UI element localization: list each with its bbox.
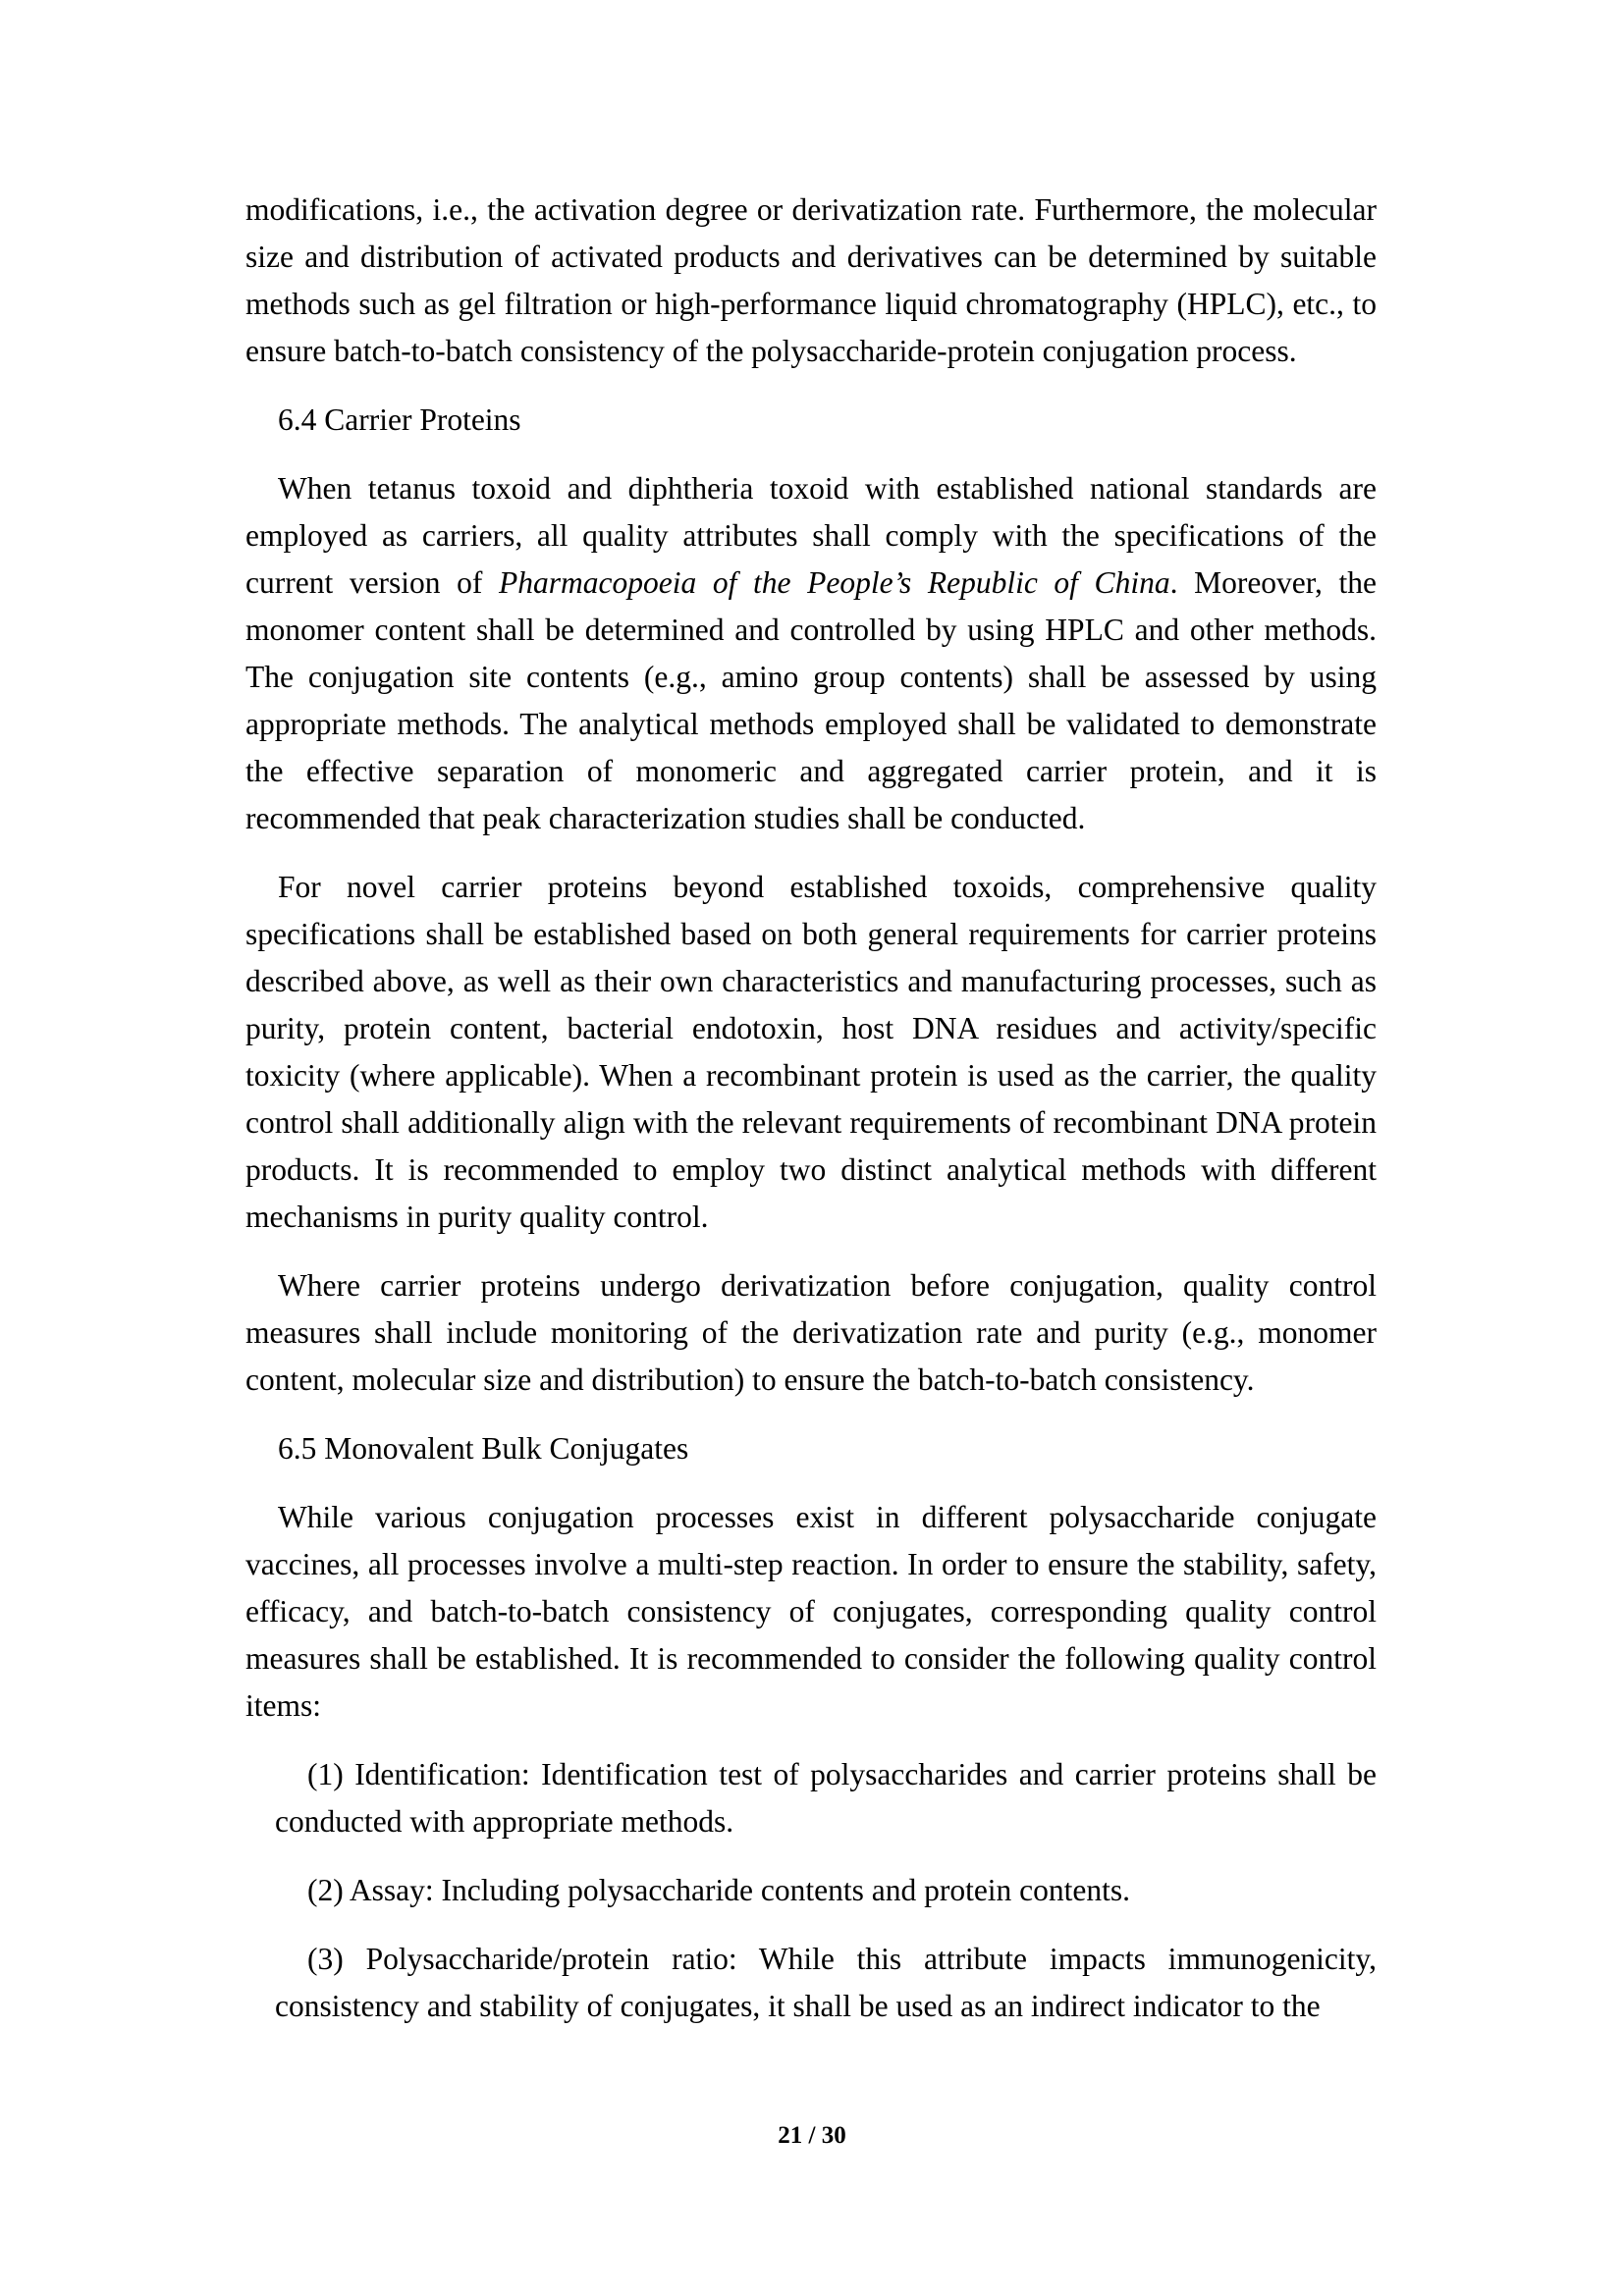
paragraph-text: When tetanus toxoid and diphtheria toxoid with established national standards are employed as carriers, all quality attributes shall comply with the specifications of the current version of (245, 471, 1377, 600)
section-heading-6-4: 6.4 Carrier Proteins (278, 402, 521, 437)
carrier-proteins-paragraph-1 (245, 465, 1377, 842)
quality-item-ratio: (3) Polysaccharide/protein ratio: While this attribute impacts immunogenicity, consistency and stability of conjugates, it shall be used as an indirect indicator to the (275, 1942, 1377, 2023)
quality-item-identification: (1) Identification: Identification test of polysaccharides and carrier proteins shall be conducted with appropriate methods. (275, 1757, 1377, 1839)
page-number: 21 / 30 (778, 2122, 846, 2149)
paragraph-text: . Moreover, the monomer content shall be determined and controlled by using HPLC and other methods. The conjugation site contents (e.g., amino group contents) shall be assessed by using appropriate methods. The analytical methods employed shall be validated to demonstrate the effective separation of monomeric and aggregated carrier protein, and it is recommended that peak characterization studies shall be conducted. (245, 565, 1377, 835)
bulk-conjugates-paragraph-1: While various conjugation processes exist in different polysaccharide conjugate vaccines, all processes involve a multi-step reaction. In order to ensure the stability, safety, efficacy, and batch-to-batch consistency of conjugates, corresponding quality control measures shall be established. It is recommended to consider the following quality control items: (245, 1500, 1377, 1723)
carrier-proteins-paragraph-2: For novel carrier proteins beyond established toxoids, comprehensive quality specifications shall be established based on both general requirements for carrier proteins described above, as well as their own characteristics and manufacturing processes, such as purity, protein content, bacterial endotoxin, host DNA residues and activity/specific toxicity (where applicable). When a recombinant protein is used as the carrier, the quality control shall additionally align with the relevant requirements of recombinant DNA protein products. It is recommended to employ two distinct analytical methods with different mechanisms in purity quality control. (245, 870, 1377, 1234)
page-body (245, 187, 1377, 2052)
pharmacopoeia-title: Pharmacopoeia of the People’s Republic of China (499, 565, 1170, 600)
section-heading-6-5: 6.5 Monovalent Bulk Conjugates (278, 1431, 689, 1466)
carrier-proteins-paragraph-3: Where carrier proteins undergo derivatization before conjugation, quality control measures shall include monitoring of the derivatization rate and purity (e.g., monomer content, molecular size and distribution) to ensure the batch-to-batch consistency. (245, 1268, 1377, 1397)
continued-paragraph: modifications, i.e., the activation degree or derivatization rate. Furthermore, the molecular size and distribution of activated products and derivatives can be determined by suitable methods such as gel filtration or high-performance liquid chromatography (HPLC), etc., to ensure batch-to-batch consistency of the polysaccharide-protein conjugation process. (245, 192, 1377, 368)
quality-item-assay: (2) Assay: Including polysaccharide contents and protein contents. (307, 1873, 1131, 1907)
